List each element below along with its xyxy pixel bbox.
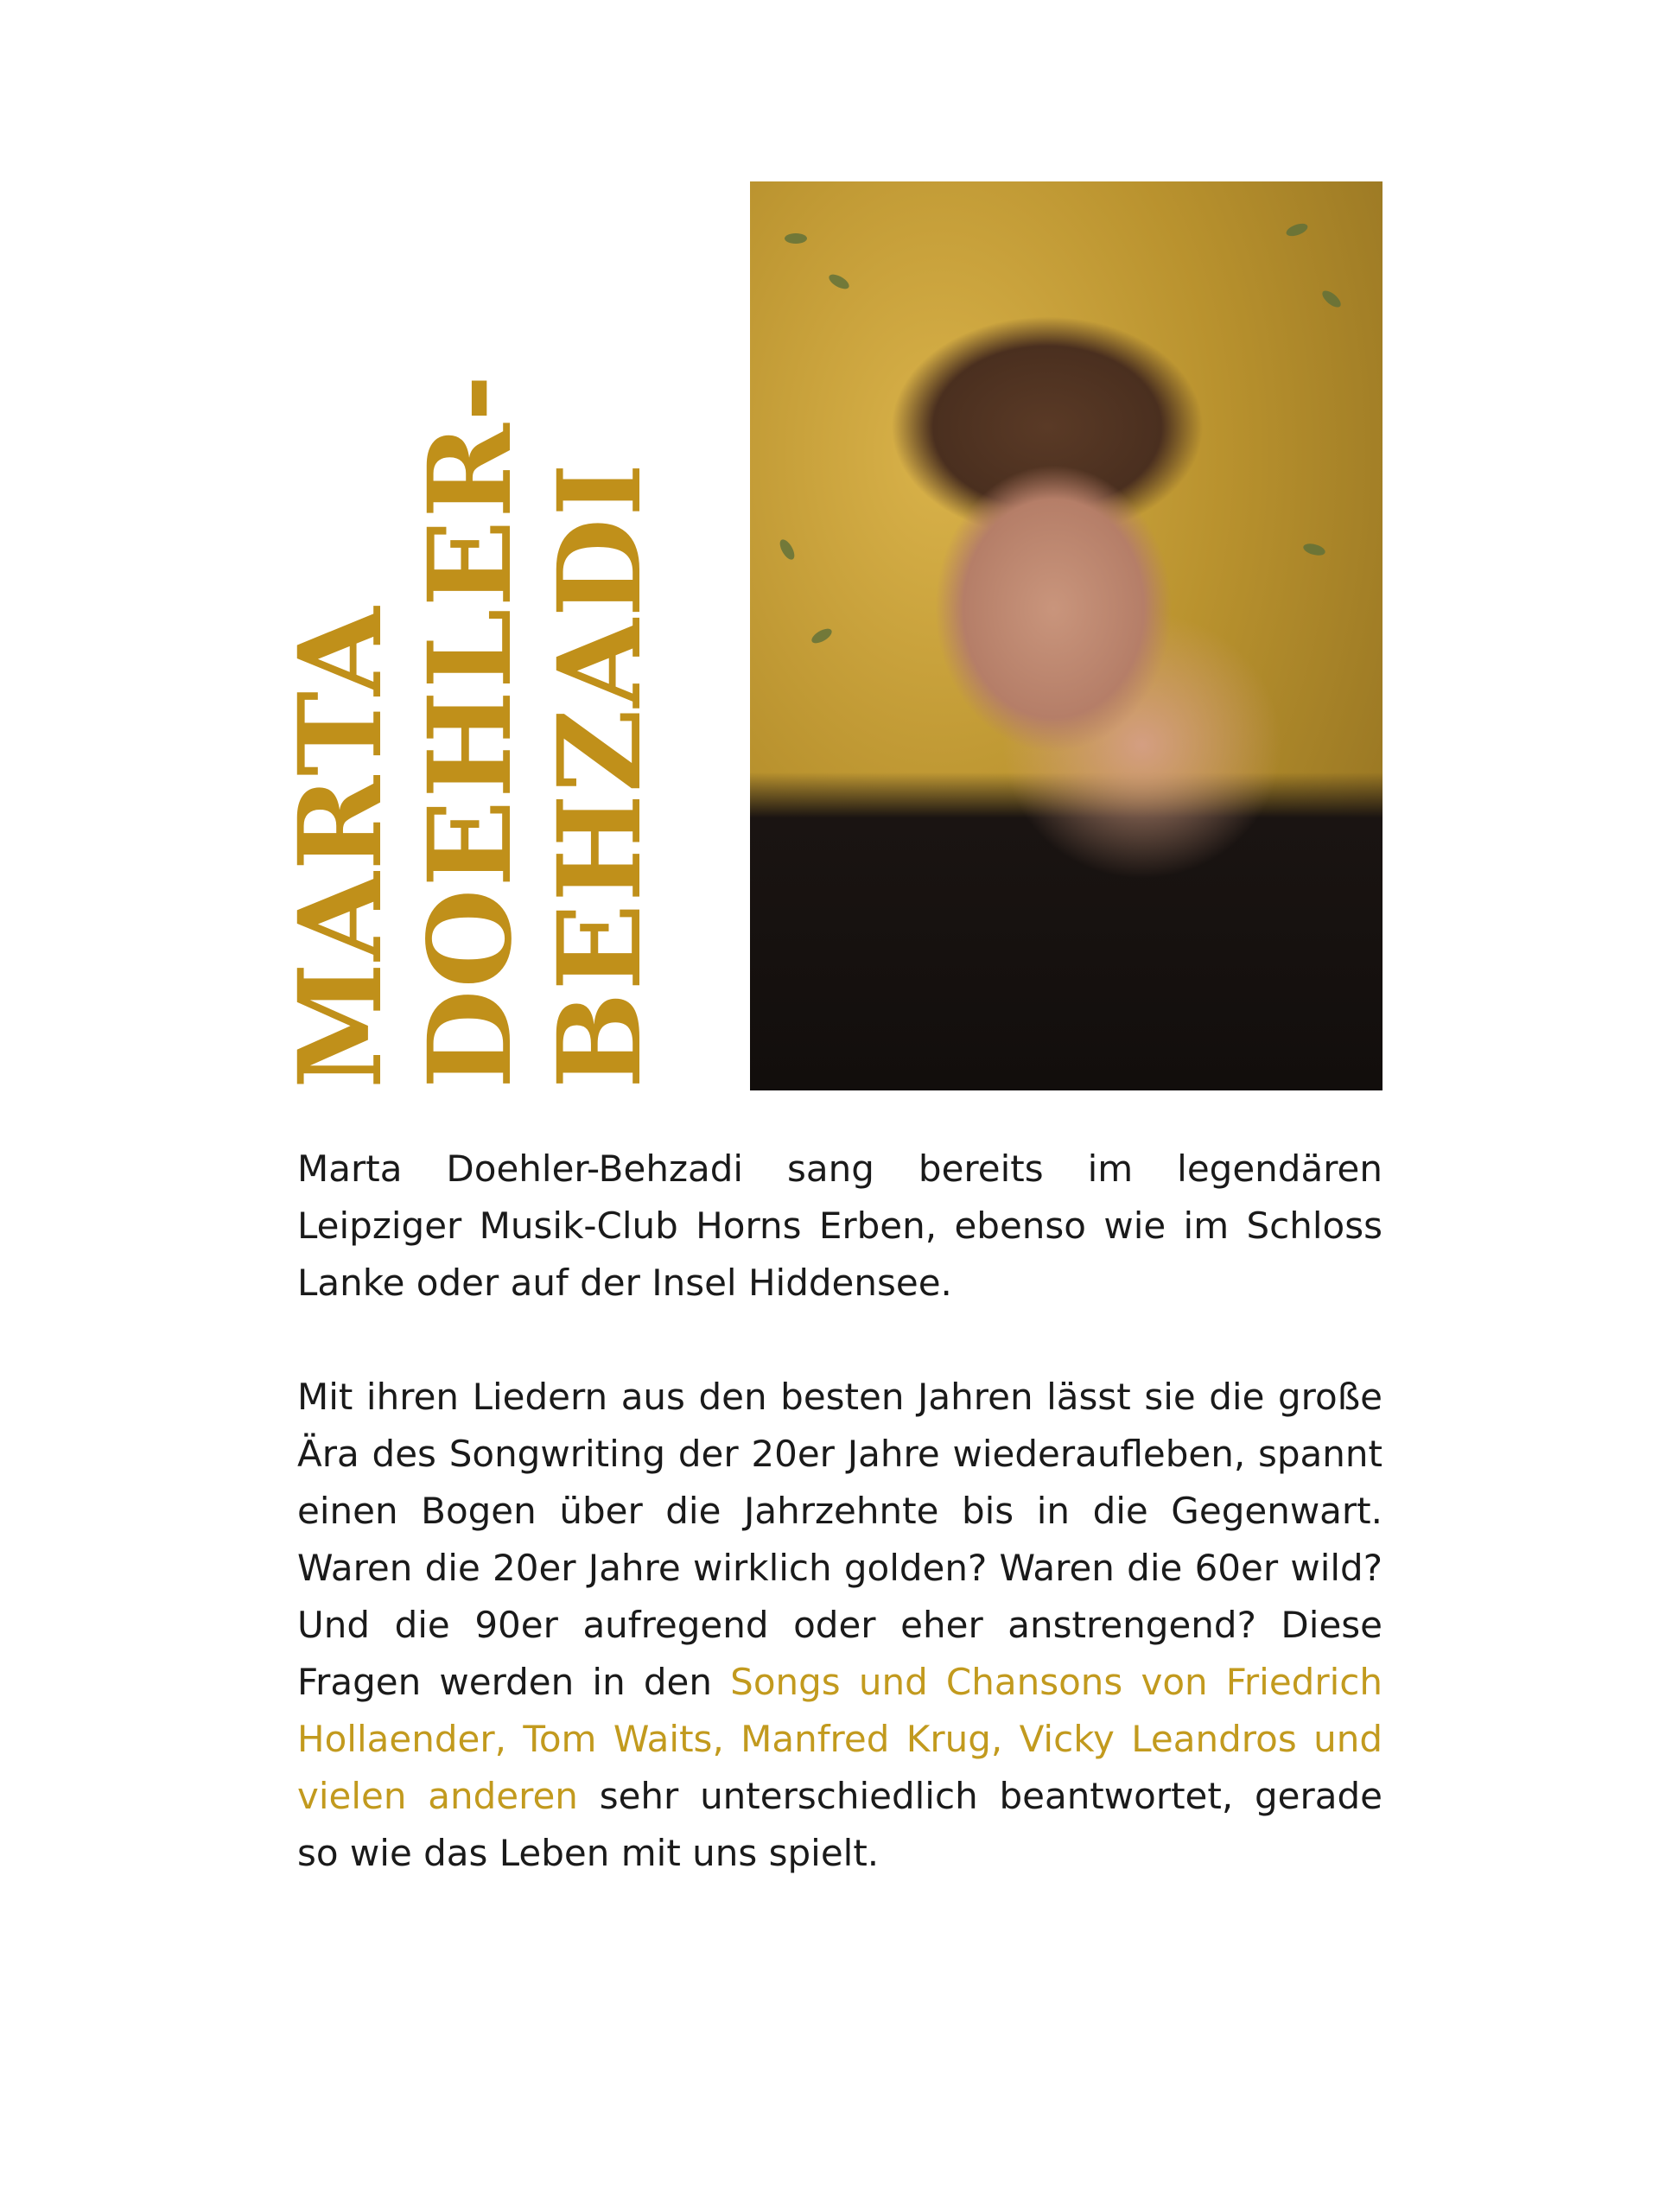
leaf-decoration [827,271,852,291]
bio-paragraph-1: Marta Doehler-Behzadi sang bereits im legendären Leipziger Musik-Club Horns Erben, ebenso wie im Schloss Lanke oder auf der Insel Hiddensee. [297,1147,1382,1304]
artist-name-line-1: MARTA [274,605,408,1089]
leaf-decoration [1285,221,1310,238]
bio-text [297,1141,1382,1939]
leaf-decoration [1302,542,1326,557]
bio-paragraph-2-start: Mit ihren Liedern aus den besten Jahren lässt sie die große Ära des Songwriting der 20er Jahre wiederaufleben, spannt einen Bogen über die Jahrzehnte bis in die Gegenwart. Waren die 20er Jahre wirklich golden? Waren die 60er wild? Und die 90er aufregend oder eher anstrengend? Diese Fragen werden in den [297,1376,1382,1703]
artist-name-line-2: DOEHLER- [404,372,537,1089]
leaf-decoration [777,537,797,563]
portrait-photo [750,181,1382,1090]
leaf-decoration [1319,288,1344,310]
bio-paragraph-2-end: sehr unterschiedlich beantwortet, gerade so wie das Leben mit uns spielt. [297,1775,1382,1874]
leaf-decoration [810,626,835,645]
bio-paragraph-2 [297,1369,1382,1882]
leaf-decoration [785,233,807,244]
artist-name-line-3: BEHZADI [533,461,667,1089]
bio-paragraph-2-highlight: Songs und Chansons von Friedrich Hollaender, Tom Waits, Manfred Krug, Vicky Leandros und vielen anderen [297,1661,1382,1817]
artist-name-heading [276,181,665,1089]
artist-name-title [276,181,709,1089]
